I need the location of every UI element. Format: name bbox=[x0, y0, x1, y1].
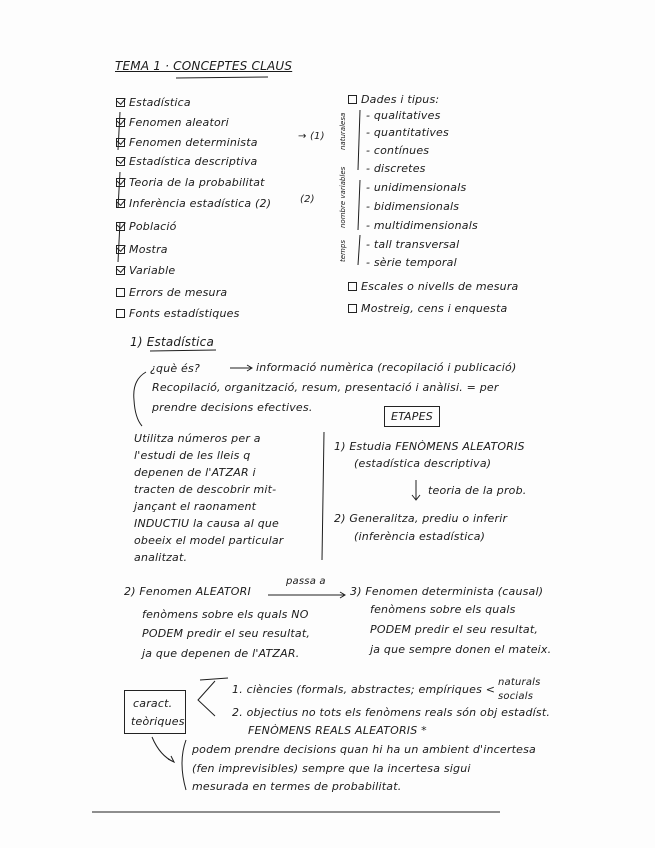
section-1-line: prendre decisions efectives. bbox=[152, 401, 313, 414]
group-label: naturalesa bbox=[339, 112, 347, 150]
data-type-item: - contínues bbox=[366, 144, 430, 157]
stage-1-sub: (estadística descriptiva) bbox=[354, 457, 492, 470]
caract-item-2: 2. objectius no tots els fenòmens reals són obj estadíst. bbox=[232, 706, 551, 719]
caract-item-1: 1. ciències (formals, abstractes; empíriques < bbox=[232, 683, 496, 696]
page-title: TEMA 1 · CONCEPTES CLAUS bbox=[115, 59, 293, 73]
section-2-heading: 2) Fenomen ALEATORI bbox=[124, 585, 251, 598]
text-line: jançant el raonament bbox=[134, 500, 257, 513]
branch-label: socials bbox=[498, 691, 534, 702]
checkbox-icon bbox=[348, 304, 357, 313]
data-type-item: - qualitatives bbox=[366, 109, 441, 122]
checkbox-icon bbox=[116, 138, 125, 147]
etapes-label: ETAPES bbox=[384, 406, 440, 427]
stage-2: 2) Generalitza, prediu o inferir bbox=[334, 512, 508, 525]
data-type-item: - bidimensionals bbox=[366, 200, 460, 213]
checkbox-icon bbox=[348, 95, 357, 104]
concept-label: Estadística descriptiva bbox=[129, 155, 258, 168]
checkbox-icon bbox=[116, 309, 125, 318]
caract-box-line: caract. bbox=[133, 697, 173, 710]
data-type-item: - unidimensionals bbox=[366, 181, 467, 194]
text-line: depenen de l'ATZAR i bbox=[134, 466, 256, 479]
checkbox-icon bbox=[116, 288, 125, 297]
concept-item bbox=[116, 286, 227, 299]
text-line: l'estudi de les lleis q bbox=[134, 449, 251, 462]
checkbox-icon bbox=[116, 222, 125, 231]
checkbox-icon bbox=[116, 157, 125, 166]
section-1-heading: 1) Estadística bbox=[130, 335, 215, 349]
concept-item bbox=[116, 155, 257, 168]
concept-label: Mostra bbox=[129, 243, 168, 256]
checkbox-icon bbox=[116, 98, 125, 107]
concept-label: Estadística bbox=[129, 96, 191, 109]
closing-line: mesurada en termes de probabilitat. bbox=[192, 780, 402, 793]
arrow-label: passa a bbox=[286, 576, 326, 587]
data-type-item: - sèrie temporal bbox=[366, 256, 457, 269]
group-label: nombre variables bbox=[339, 166, 347, 228]
text-line: fenòmens sobre els quals bbox=[370, 603, 516, 616]
caract-box bbox=[124, 690, 186, 734]
text-line: ja que depenen de l'ATZAR. bbox=[142, 647, 300, 660]
concept-label: Població bbox=[129, 220, 177, 233]
concept-item bbox=[116, 243, 168, 256]
concept-item bbox=[116, 220, 177, 233]
checkbox-icon bbox=[348, 282, 357, 291]
text-line: obeeix el model particular bbox=[134, 534, 284, 547]
text-line: tracten de descobrir mit- bbox=[134, 483, 277, 496]
data-type-item: - multidimensionals bbox=[366, 219, 478, 232]
concept-item bbox=[116, 176, 265, 189]
concept-label: Fenomen aleatori bbox=[129, 116, 229, 129]
text-line: PODEM predir el seu resultat, bbox=[142, 627, 311, 640]
text-line: ja que sempre donen el mateix. bbox=[370, 643, 552, 656]
data-type-item: - quantitatives bbox=[366, 126, 449, 139]
concept-item bbox=[116, 264, 175, 277]
data-type-item: - tall transversal bbox=[366, 238, 460, 251]
group-label: temps bbox=[339, 240, 347, 262]
stage-1: 1) Estudia FENÒMENS ALEATORIS bbox=[334, 440, 525, 453]
caract-item-2-sub: FENÒMENS REALS ALEATORIS * bbox=[248, 724, 427, 737]
checkbox-icon bbox=[116, 199, 125, 208]
text-line: INDUCTIU la causa al que bbox=[134, 517, 280, 530]
side-mark: (2) bbox=[300, 194, 315, 205]
closing-line: (fen imprevisibles) sempre que la incertesa sigui bbox=[192, 762, 471, 775]
text-line: fenòmens sobre els quals NO bbox=[142, 608, 309, 621]
text-line: PODEM predir el seu resultat, bbox=[370, 623, 539, 636]
section-3-heading: 3) Fenomen determinista (causal) bbox=[350, 585, 544, 598]
data-types-header bbox=[348, 93, 439, 106]
checkbox-icon bbox=[116, 118, 125, 127]
section-1-answer: informació numèrica (recopilació i publicació) bbox=[256, 361, 517, 374]
concept-label: Teoria de la probabilitat bbox=[129, 176, 265, 189]
closing-line: podem prendre decisions quan hi ha un ambient d'incertesa bbox=[192, 743, 536, 756]
data-types-header-text: Dades i tipus: bbox=[361, 93, 440, 106]
data-types-extra: Mostreig, cens i enquesta bbox=[348, 302, 507, 315]
checkbox-icon bbox=[116, 266, 125, 275]
concept-item bbox=[116, 136, 258, 149]
stage-2-sub: (inferència estadística) bbox=[354, 530, 486, 543]
stage-1-arrow-label: teoria de la prob. bbox=[428, 484, 527, 497]
data-type-item: - discretes bbox=[366, 162, 426, 175]
branch-label: naturals bbox=[498, 677, 541, 688]
concept-label: Fonts estadístiques bbox=[129, 307, 240, 320]
concept-item bbox=[116, 197, 271, 210]
section-1-question: ¿què és? bbox=[150, 362, 200, 375]
text-line: analitzat. bbox=[134, 551, 188, 564]
concept-item bbox=[116, 96, 191, 109]
data-types-extra: Escales o nivells de mesura bbox=[348, 280, 519, 293]
concept-label: Inferència estadística (2) bbox=[129, 197, 272, 210]
checkbox-icon bbox=[116, 178, 125, 187]
concept-label: Fenomen determinista bbox=[129, 136, 258, 149]
concept-item bbox=[116, 116, 229, 129]
section-1-line: Recopilació, organització, resum, presentació i anàlisi. = per bbox=[152, 381, 499, 394]
text-line: Utilitza números per a bbox=[134, 432, 261, 445]
concept-label: Errors de mesura bbox=[129, 286, 228, 299]
side-mark: → (1) bbox=[298, 131, 325, 142]
concept-item bbox=[116, 307, 240, 320]
checkbox-icon bbox=[116, 245, 125, 254]
concept-label: Variable bbox=[129, 264, 176, 277]
caract-box-line: teòriques bbox=[131, 715, 185, 728]
